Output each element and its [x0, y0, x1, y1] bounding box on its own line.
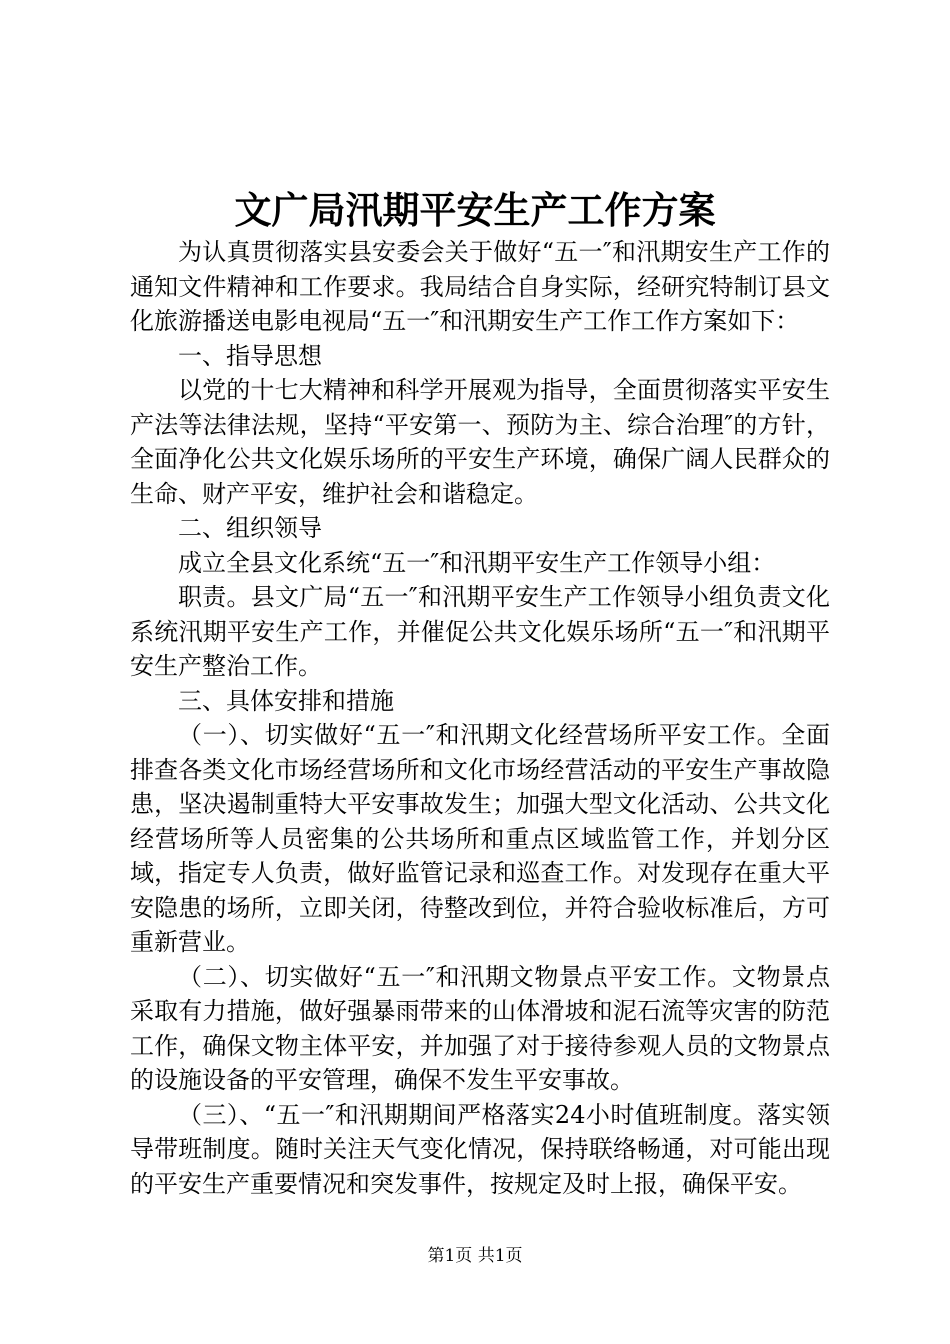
section-heading-organization: 二、组织领导	[178, 514, 322, 542]
document-body	[130, 235, 830, 1201]
section-heading-measures: 三、具体安排和措施	[178, 686, 394, 715]
document-title: 文广局汛期平安生产工作方案	[234, 188, 716, 232]
intro-paragraph: 为认真贯彻落实县安委会关于做好“五一″和汛期安生产工作的通知文件精神和工作要求。我局结合自身实际，经研究特制订县文化旅游播送电影电视局“五一″和汛期安生产工作工作方案如下：	[130, 238, 830, 335]
organization-paragraph: 成立全县文化系统“五一″和汛期平安生产工作领导小组：	[178, 548, 776, 577]
guiding-thought-paragraph: 以党的十七大精神和科学开展观为指导，全面贯彻落实平安生产法等法律法规，坚持“平安第一、预防为主、综合治理″的方针，全面净化公共文化娱乐场所的平安生产环境，确保广阔人民群众的生命、财产平安，维护社会和谐稳定。	[130, 376, 830, 508]
section-heading-guiding-thought: 一、指导思想	[178, 341, 322, 370]
responsibility-paragraph: 职责。县文广局“五一″和汛期平安生产工作领导小组负责文化系统汛期平安生产工作，并催促公共文化娱乐场所“五一″和汛期平安生产整治工作。	[130, 583, 830, 680]
page-number-footer: 第1页 共1页	[427, 1246, 523, 1266]
measure-two-paragraph: （二）、切实做好“五一″和汛期文物景点平安工作。文物景点采取有力措施，做好强暴雨带来的山体滑坡和泥石流等灾害的防范工作，确保文物主体平安，并加强了对于接待参观人员的文物景点的设施设备的平安管理，确保不发生平安事故。	[130, 962, 830, 1094]
measure-three-paragraph: （三）、“五一″和汛期期间严格落实24小时值班制度。落实领导带班制度。随时关注天气变化情况，保持联络畅通，对可能出现的平安生产重要情况和突发事件，按规定及时上报，确保平安。	[130, 1100, 830, 1198]
measure-one-paragraph: （一）、切实做好“五一″和汛期文化经营场所平安工作。全面排查各类文化市场经营场所和文化市场经营活动的平安生产事故隐患，坚决遏制重特大平安事故发生；加强大型文化活动、公共文化经营场所等人员密集的公共场所和重点区域监管工作，并划分区域，指定专人负责，做好监管记录和巡查工作。对发现存在重大平安隐患的场所，立即关闭，待整改到位，并符合验收标准后，方可重新营业。	[130, 721, 830, 956]
